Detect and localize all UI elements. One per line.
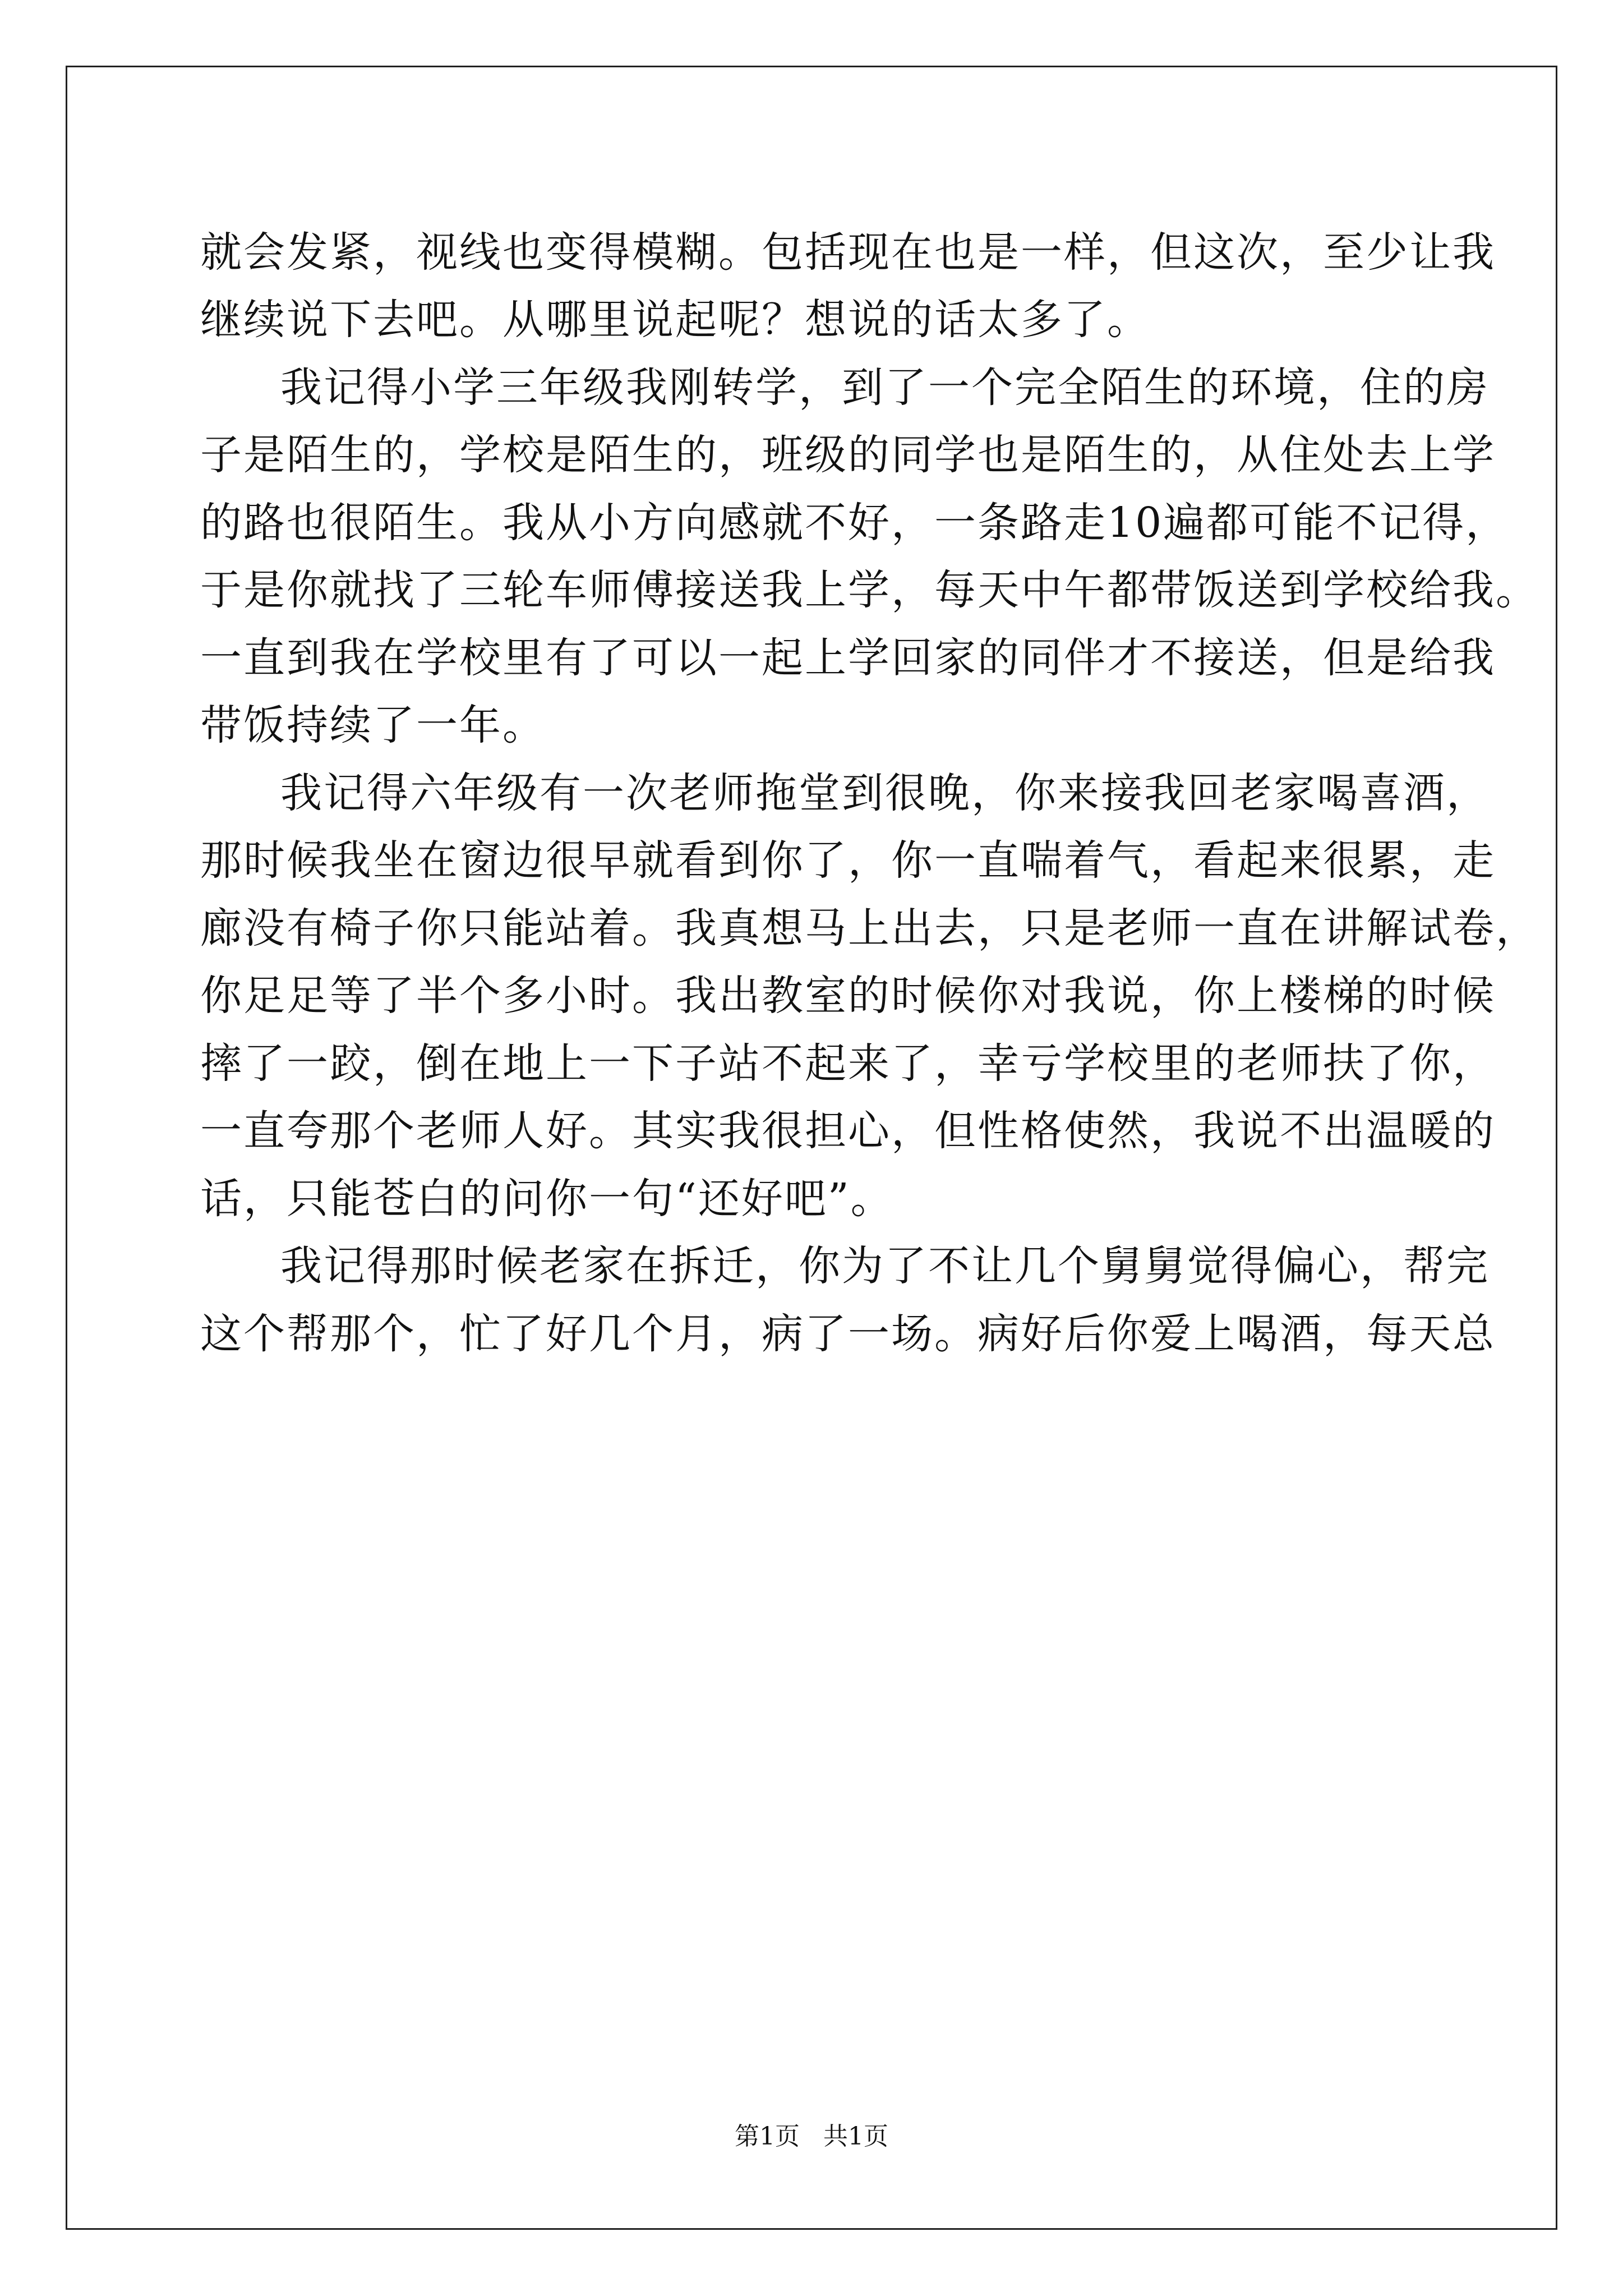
text-line: 于是你就找了三轮车师傅接送我上学，每天中午都带饭送到学校给我。 (200, 566, 1539, 614)
text-line: 廊没有椅子你只能站着。我真想马上出去，只是老师一直在讲解试卷， (200, 904, 1539, 953)
text-line: 摔了一跤，倒在地上一下子站不起来了，幸亏学校里的老师扶了你， (200, 1039, 1496, 1088)
page-footer: 第1页 共1页 (735, 2122, 888, 2151)
paragraph-start-line: 我记得六年级有一次老师拖堂到很晚，你来接我回老家喝喜酒， (280, 769, 1490, 817)
text-line: 的路也很陌生。我从小方向感就不好，一条路走10遍都可能不记得， (200, 499, 1509, 547)
text-line: 继续说下去吧。从哪里说起呢？想说的话太多了。 (200, 296, 1150, 344)
text-line: 子是陌生的，学校是陌生的，班级的同学也是陌生的，从住处去上学 (200, 431, 1496, 479)
text-line: 那时候我坐在窗边很早就看到你了，你一直喘着气，看起来很累，走 (200, 836, 1496, 885)
paragraph-start-line: 我记得小学三年级我刚转学，到了一个完全陌生的环境，住的房 (280, 364, 1490, 412)
paragraph-start-line: 我记得那时候老家在拆迁，你为了不让几个舅舅觉得偏心，帮完 (280, 1242, 1490, 1290)
text-line: 就会发紧，视线也变得模糊。包括现在也是一样，但这次，至少让我 (200, 228, 1496, 277)
text-line: 这个帮那个，忙了好几个月，病了一场。病好后你爱上喝酒，每天总 (200, 1310, 1496, 1358)
text-line: 带饭持续了一年。 (200, 701, 546, 749)
text-line: 话，只能苍白的问你一句“还好吧”。 (200, 1175, 894, 1223)
text-line: 你足足等了半个多小时。我出教室的时候你对我说，你上楼梯的时候 (200, 972, 1496, 1020)
text-line: 一直到我在学校里有了可以一起上学回家的同伴才不接送，但是给我 (200, 634, 1496, 682)
text-line: 一直夸那个老师人好。其实我很担心，但性格使然，我说不出温暖的 (200, 1107, 1496, 1155)
